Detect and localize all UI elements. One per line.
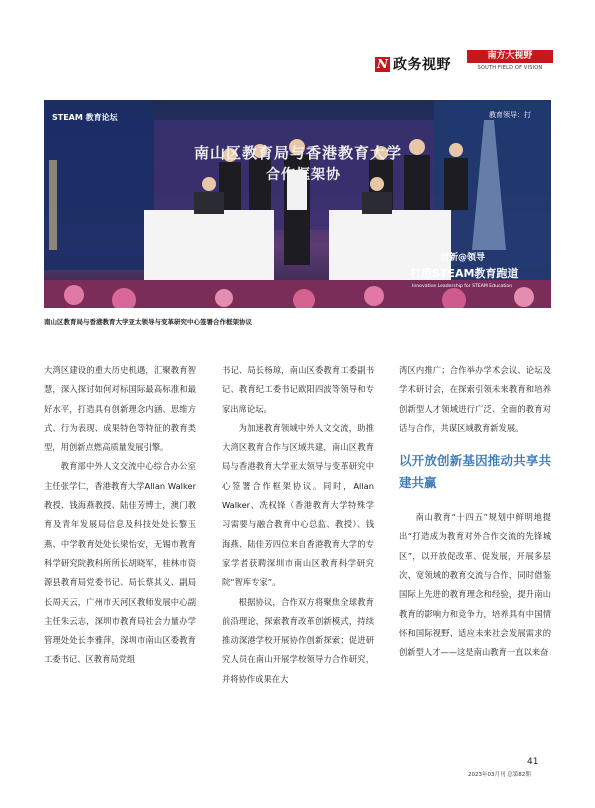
paragraph: 为加速教育领域中外人文交流，助推大湾区教育合作与区域共建，南山区教育局与香港教育大学亚太领导与变革研究中心签署合作框架协议。同时，Allan Walker、冼权锋（香港教育大学特殊学习需要与融合教育中心总监、教授）、钱海燕、陆佳芳四位来自香港教育大学的专家学者获聘深圳市南山区教育科学研究院“智库专家”。	[222, 422, 374, 588]
paragraph: 湾区内推广；合作举办学术会议、论坛及学术研讨会，在探索引领未来教育和培养创新型人才领域进行广泛、全面的教育对话与合作，共谋区域教育新发展。	[399, 365, 551, 433]
text-column-2	[222, 361, 374, 689]
paragraph: 大湾区建设的重大历史机遇，汇聚教育智慧，深入探讨如何对标国际最高标准和最好水平，打造具有创新理念内涵、思维方式、行为表现、成果特色等特征的教育类型，用创新点燃高质量发展引擎。	[44, 365, 196, 453]
steam-forum-label: STEAM 教育论坛	[52, 113, 118, 122]
backdrop-subtitle: 合作框架协	[266, 167, 341, 183]
logo-n-icon: N	[375, 57, 390, 72]
paragraph: 书记、局长杨琼，南山区委教育工委副书记、教育纪工委书记欧阳四波等领导和专家出席论坛。	[222, 365, 374, 414]
backdrop-title: 南山区教育局与香港教育大学	[194, 144, 403, 162]
text-column-1	[44, 361, 196, 670]
magazine-logo	[375, 54, 451, 74]
text-column-3	[399, 361, 551, 663]
signing-ceremony-photo	[44, 100, 551, 308]
section-title-cn: 南方大视野	[467, 50, 553, 63]
magazine-name: 政务视野	[393, 57, 451, 73]
magazine-header	[0, 50, 595, 76]
banner-subtitle-en: Innovative Leadership for STEAM Education	[412, 284, 513, 289]
paragraph: 教育部中外人文交流中心综合办公室主任张学仁，香港教育大学Allan Walker教授、钱海燕教授、陆佳芳博士，澳门教育及青年发展局信息及科技处处长黎玉燕、中学教育处处长梁怡安，无锡市教育科学研究院教科所所长胡晓军，桂林市资源县教育局党委书记、局长蔡其义、副局长周天云，广州市天河区教师发展中心副主任朱云志，深圳市教育局社会力量办学管理处处长李雅萍，深圳市南山区委教育工委书记、区教育局党组	[44, 461, 196, 665]
section-title-en: SOUTH FIELD OF VISION	[477, 65, 543, 71]
photo-caption: 南山区教育局与香港教育大学亚太领导与变革研究中心签署合作框架协议	[44, 318, 252, 326]
issue-info: 2023年03月刊 总第82期	[468, 772, 531, 778]
banner-title-main: 打造STEAM教育跑道	[410, 267, 519, 280]
banner-title-top: 创新@领导	[440, 253, 486, 263]
right-screen-text: 教育领导：打	[489, 111, 531, 119]
section-label	[467, 50, 553, 71]
paragraph: 根据协议，合作双方将聚焦全球教育前沿理论，探索教育改革创新模式，持续推动深港学校开展协作创新探索；促进研究人员在南山开展学校领导力合作研究，并将协作成果在大	[222, 596, 374, 684]
section-subheading: 以开放创新基因推动共享共建共赢	[399, 453, 551, 491]
paragraph: 南山教育“十四五”规划中鲜明地提出“打造成为教育对外合作交流的先锋城区”，以开放促改革、促发展，开展多层次、宽领域的教育交流与合作，同时借鉴国际上先进的教育理念和经验，提升南山教育的影响力和竞争力，培养具有中国情怀和国际视野、适应未来社会发展需求的创新型人才——这是南山教育一直以来奋	[399, 512, 551, 658]
page-number: 41	[527, 757, 539, 767]
